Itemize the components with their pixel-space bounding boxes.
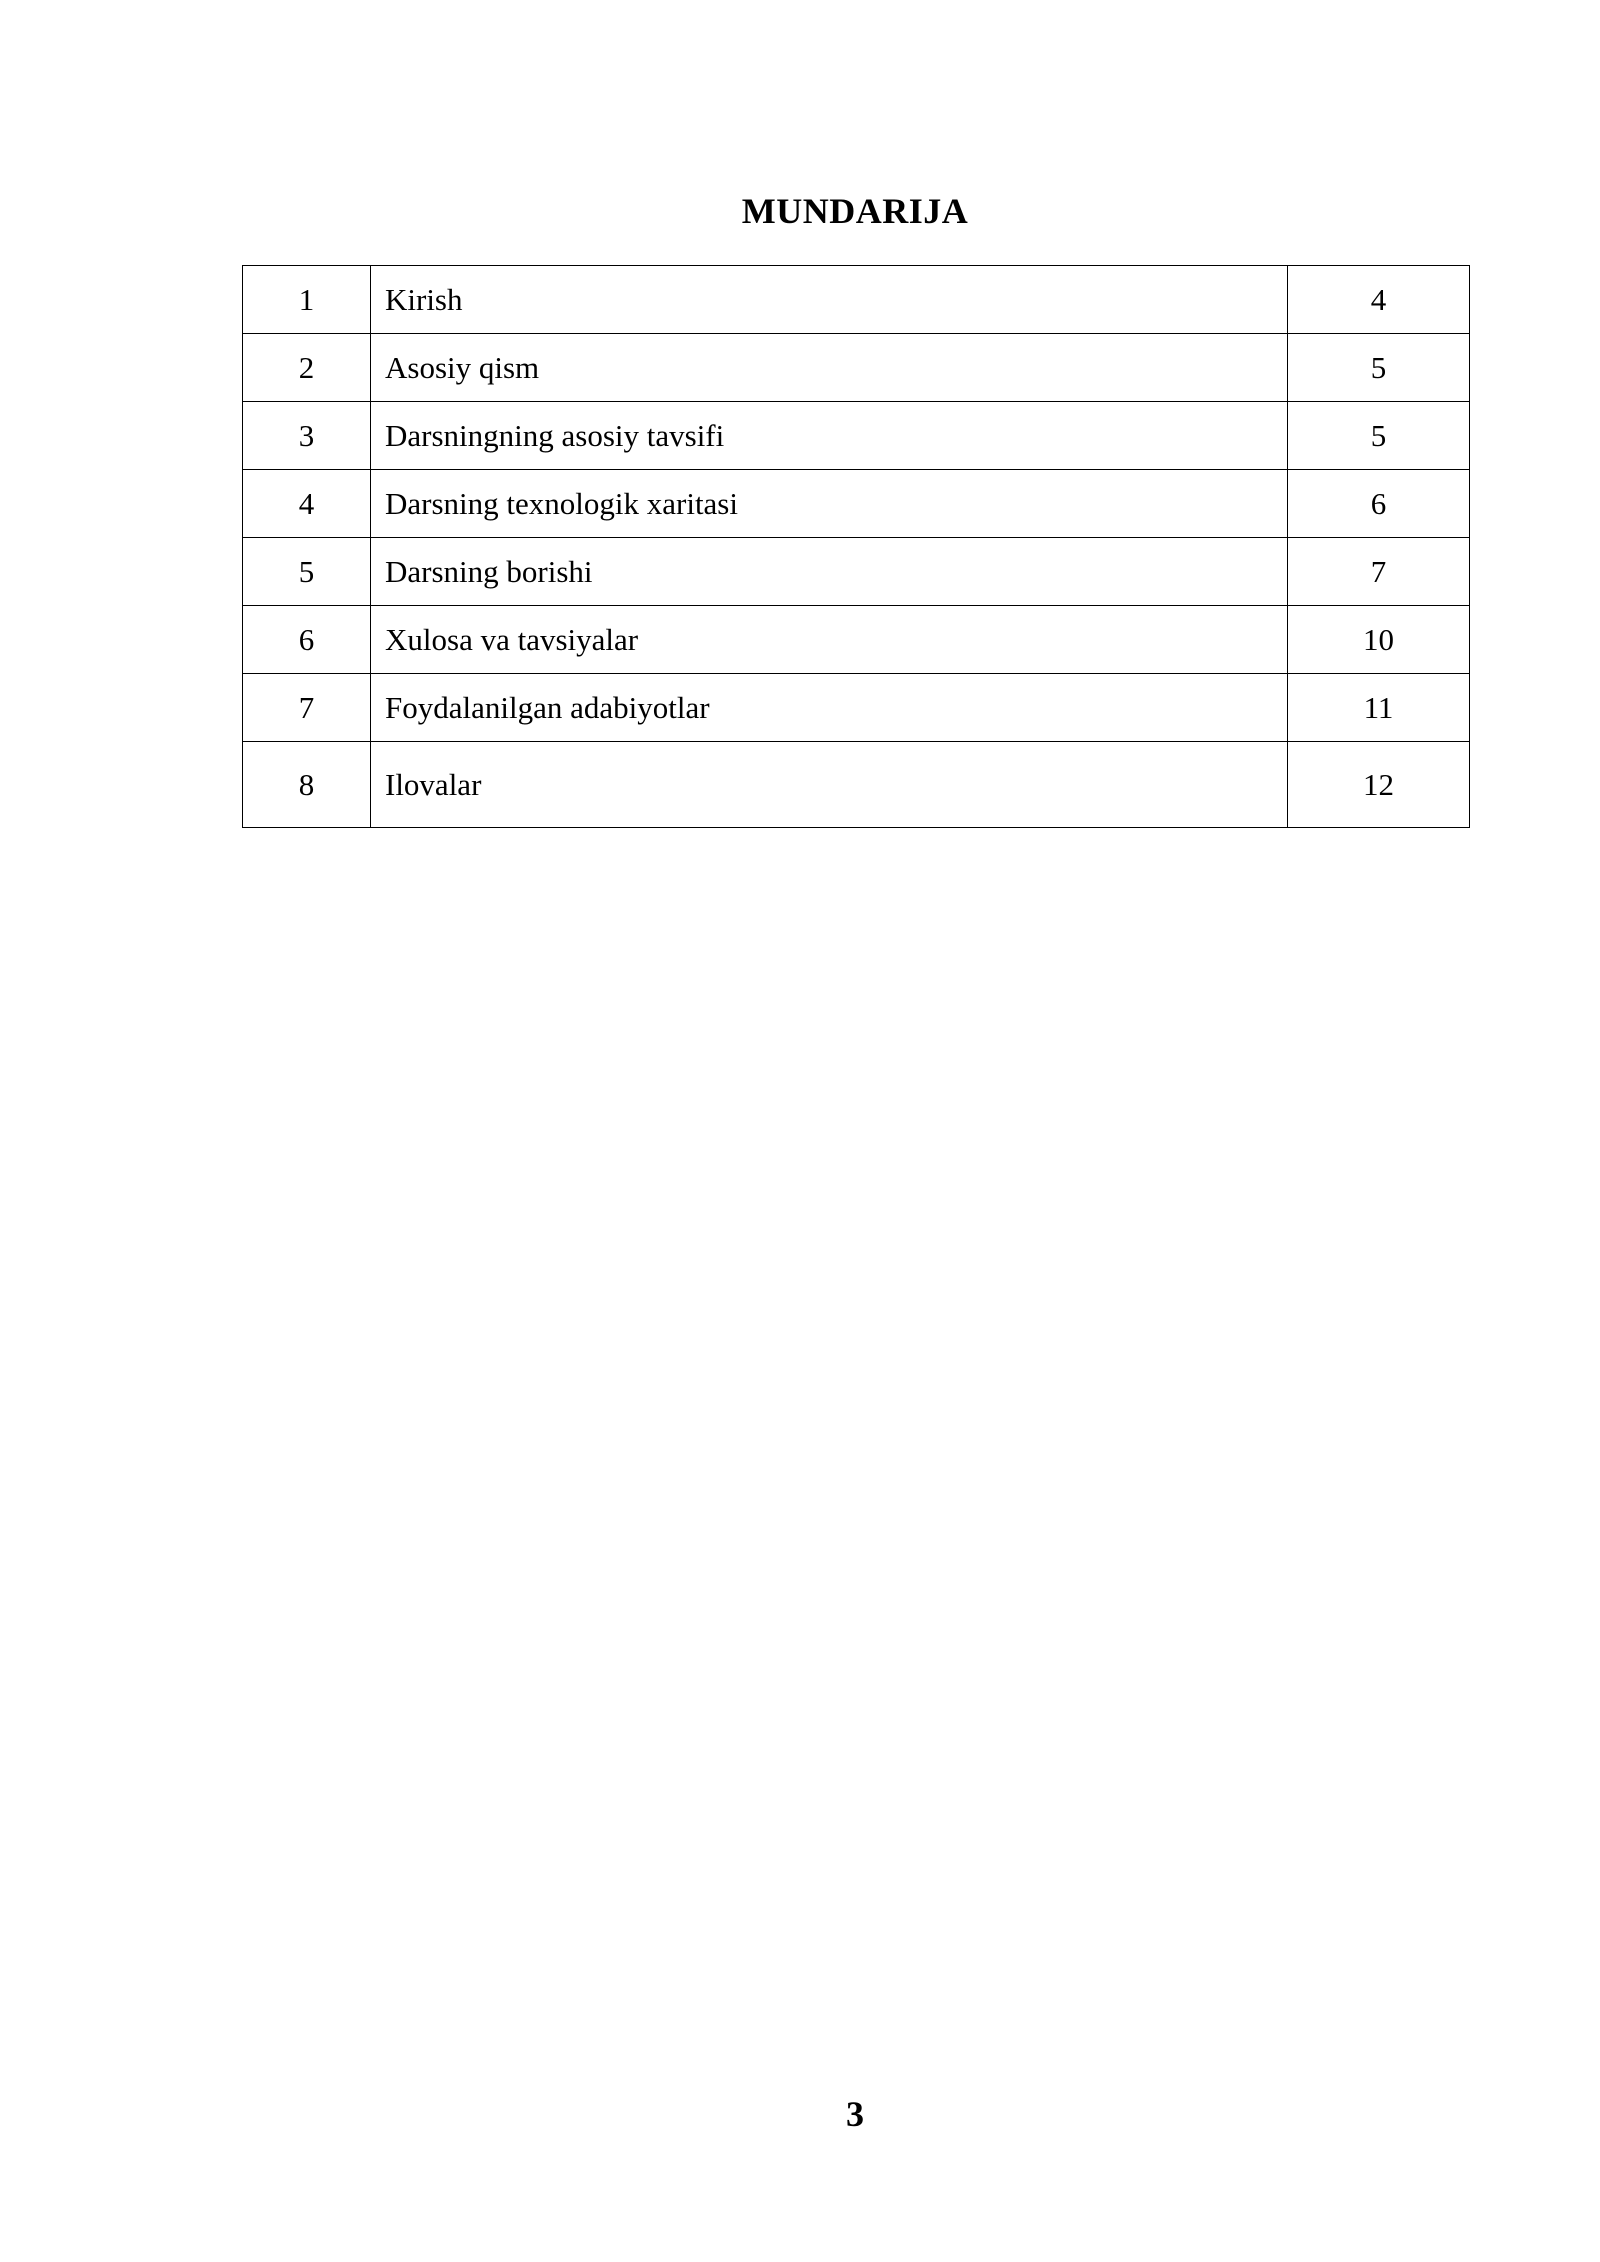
toc-number: 6 [243, 606, 371, 674]
toc-title: Asosiy qism [371, 334, 1288, 402]
toc-number: 5 [243, 538, 371, 606]
table-of-contents [242, 265, 1470, 828]
toc-page: 5 [1288, 334, 1470, 402]
table-row [243, 266, 1470, 334]
toc-page: 5 [1288, 402, 1470, 470]
toc-number: 1 [243, 266, 371, 334]
toc-page: 11 [1288, 674, 1470, 742]
toc-number: 7 [243, 674, 371, 742]
page-title: MUNDARIJA [741, 191, 969, 231]
toc-title: Kirish [371, 266, 1288, 334]
toc-number: 3 [243, 402, 371, 470]
toc-page: 7 [1288, 538, 1470, 606]
table-row [243, 402, 1470, 470]
toc-title: Foydalanilgan adabiyotlar [371, 674, 1288, 742]
toc-title: Xulosa va tavsiyalar [371, 606, 1288, 674]
table-row [243, 742, 1470, 828]
toc-page: 6 [1288, 470, 1470, 538]
table-row [243, 606, 1470, 674]
toc-number: 4 [243, 470, 371, 538]
page-number: 3 [846, 2094, 864, 2134]
toc-title: Darsningning asosiy tavsifi [371, 402, 1288, 470]
toc-title: Ilovalar [371, 742, 1288, 828]
toc-number: 8 [243, 742, 371, 828]
table-row [243, 538, 1470, 606]
toc-title: Darsning texnologik xaritasi [371, 470, 1288, 538]
toc-title: Darsning borishi [371, 538, 1288, 606]
table-row [243, 674, 1470, 742]
table-row [243, 470, 1470, 538]
toc-page: 12 [1288, 742, 1470, 828]
toc-number: 2 [243, 334, 371, 402]
table-row [243, 334, 1470, 402]
toc-page: 4 [1288, 266, 1470, 334]
toc-page: 10 [1288, 606, 1470, 674]
